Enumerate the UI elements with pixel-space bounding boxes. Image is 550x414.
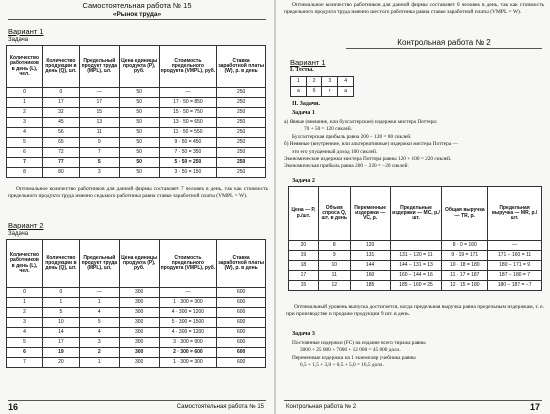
table-row xyxy=(7,108,266,118)
table-cell: 50 xyxy=(119,128,159,138)
table-cell: 144 xyxy=(350,261,390,271)
column-header: Цена единицы продукта (P), руб. xyxy=(119,240,159,288)
table-cell: 300 xyxy=(119,298,159,308)
table-cell: 4 · 300 = 1200 xyxy=(159,328,217,338)
table-cell: 65 xyxy=(42,138,79,148)
table-row xyxy=(7,338,266,348)
table-cell: 160 xyxy=(350,271,390,281)
task3-label: Задача 3 xyxy=(292,331,315,337)
table-cell: 4 xyxy=(7,328,43,338)
column-header: Ставка заработной платы (W), р. в день xyxy=(217,240,266,288)
table-cell: 14 xyxy=(42,328,79,338)
table-cell: 15 · 50 = 750 xyxy=(159,108,217,118)
table-cell: 11 · 50 = 550 xyxy=(159,128,217,138)
table-cell: 6 xyxy=(7,348,43,358)
table-row xyxy=(7,328,266,338)
variant-2-table xyxy=(6,239,266,368)
test-answer-cell: а xyxy=(291,87,307,97)
text-line: б) Неявные (внутренние, или альтернативные) издержки мистера Поттера — xyxy=(284,141,458,148)
table-cell: 300 xyxy=(119,308,159,318)
column-header: Предельный продукт труда (MPL), шт. xyxy=(79,46,119,88)
table-cell: 3 xyxy=(7,118,43,128)
text-line: Бухгалтерская прибыль равна 200 − 120 = 80 сиклей. xyxy=(292,133,412,140)
column-header: Ставка заработной платы (W), р. в день xyxy=(217,46,266,88)
table-row xyxy=(7,358,266,368)
table-cell: 17 · 50 = 850 xyxy=(159,98,217,108)
table-row xyxy=(7,88,266,98)
table-cell: 600 xyxy=(217,328,266,338)
table-cell: 56 xyxy=(42,128,79,138)
column-header: Стоимость предельного продукта (VMPL), руб. xyxy=(159,240,217,288)
column-header: Предельный продукт труда (MPL), шт. xyxy=(79,240,119,288)
table-cell: 1 xyxy=(79,298,119,308)
table-cell: 600 xyxy=(217,358,266,368)
table-cell: 17 xyxy=(79,98,119,108)
table-cell: 50 xyxy=(119,88,159,98)
table-cell: 17 xyxy=(289,271,319,281)
table-cell: 1 · 300 = 300 xyxy=(159,358,217,368)
table-row xyxy=(289,281,542,291)
table-cell: 20 xyxy=(289,241,319,251)
table-cell: 1 xyxy=(7,98,43,108)
variant-2-heading: Вариант 2 xyxy=(8,221,44,230)
test-number-cell: 1 xyxy=(291,77,307,87)
table-cell: 120 xyxy=(350,241,390,251)
tests-answer-table xyxy=(290,76,354,97)
page-number-right: 17 xyxy=(529,402,540,412)
table-cell: 77 xyxy=(42,158,79,168)
table-cell: 187 − 180 = 7 xyxy=(488,271,542,281)
table-cell: 8 xyxy=(318,241,350,251)
table-cell: 72 xyxy=(42,148,79,158)
column-header: Количество работников в день (L), чел. xyxy=(7,240,43,288)
table-cell: 1 · 300 = 300 xyxy=(159,298,217,308)
table-cell: 4 xyxy=(7,128,43,138)
left-header xyxy=(8,2,266,20)
column-header: Количество продукции в день (Q), шт. xyxy=(42,46,79,88)
page-number-left: 16 xyxy=(8,402,19,412)
variant-1-table xyxy=(6,45,266,178)
table-cell: 10 · 18 = 180 xyxy=(442,261,488,271)
text-line: 3000 + 25 000 + 7000 + 12 000 = 45 000 долл. xyxy=(300,347,401,354)
table-cell: 250 xyxy=(217,108,266,118)
table-cell: 2 xyxy=(79,348,119,358)
table-cell: 3 · 300 = 900 xyxy=(159,338,217,348)
table-row xyxy=(7,98,266,108)
table-row xyxy=(289,251,542,261)
task2-conclusion: Оптимальный уровень выпуска достигается, когда предельная выручка равна предельным издержкам, т. е. при производстве и продаже продукции 9 шт. в день. xyxy=(286,304,544,318)
variant-heading: Вариант 1 xyxy=(290,58,326,67)
table-cell: 17 xyxy=(42,98,79,108)
table-cell: 7 · 50 = 350 xyxy=(159,148,217,158)
table-cell: 1 xyxy=(42,298,79,308)
table-cell: 45 xyxy=(42,118,79,128)
task-label-v2: Задача xyxy=(8,231,29,237)
right-page xyxy=(276,0,550,414)
table-cell: 600 xyxy=(217,318,266,328)
table-cell: 300 xyxy=(119,358,159,368)
table-cell: 9 · 19 = 171 xyxy=(442,251,488,261)
table-cell: 19 xyxy=(289,251,319,261)
text-line: Экономическая прибыль равна 200 − 220 = −20 сиклей. xyxy=(284,163,409,170)
table-cell: 12 · 15 = 180 xyxy=(442,281,488,291)
test-answer-cell: б xyxy=(306,87,322,97)
table-row xyxy=(289,271,542,281)
table-cell: 300 xyxy=(119,318,159,328)
table-cell: 19 xyxy=(42,348,79,358)
table-cell: — xyxy=(79,288,119,298)
table-cell: 50 xyxy=(119,118,159,128)
table-cell: 160 − 144 = 16 xyxy=(390,271,442,281)
column-header: Предельные издержки — MC, р./шт. xyxy=(390,187,442,241)
table-cell: 5 xyxy=(79,158,119,168)
table-cell: 600 xyxy=(217,348,266,358)
task1-label: Задача 1 xyxy=(292,110,315,116)
table-cell: 4 · 300 = 1200 xyxy=(159,308,217,318)
table-cell: 32 xyxy=(42,108,79,118)
table-cell: 0 xyxy=(7,88,43,98)
table-cell: 8 xyxy=(7,168,43,178)
table-cell: 2 xyxy=(7,308,43,318)
control-work-title: Контрольная работа № 2 xyxy=(346,38,542,49)
table-cell: — xyxy=(79,88,119,98)
table-cell: 3 xyxy=(7,318,43,328)
table-row xyxy=(7,158,266,168)
table-row xyxy=(7,318,266,328)
text-line: Постоянные издержки (FC) на издание всего тиража равны xyxy=(292,340,426,346)
footer-left: Самостоятельная работа № 15 xyxy=(176,404,264,410)
table-cell: 18 xyxy=(289,261,319,271)
table-cell: 7 xyxy=(7,158,43,168)
table-cell: — xyxy=(488,241,542,251)
table-cell: 5 xyxy=(7,138,43,148)
table-cell: 144 − 131 = 13 xyxy=(390,261,442,271)
table-row xyxy=(7,138,266,148)
table-cell: 250 xyxy=(217,158,266,168)
table-cell: 300 xyxy=(119,328,159,338)
header-title: Самостоятельная работа № 15 xyxy=(82,1,192,10)
table-cell: 3 xyxy=(79,168,119,178)
table-cell: 0 xyxy=(7,288,43,298)
table-cell: 2 xyxy=(7,108,43,118)
table-cell: 7 xyxy=(79,148,119,158)
task2-label: Задача 2 xyxy=(292,178,315,184)
table-cell: 4 xyxy=(79,328,119,338)
test-number-cell: 2 xyxy=(306,77,322,87)
task-label-v1: Задача xyxy=(8,37,29,43)
table-cell: 50 xyxy=(119,148,159,158)
table-cell: 300 xyxy=(119,288,159,298)
table-cell: — xyxy=(159,88,217,98)
table-row xyxy=(7,148,266,158)
table-cell xyxy=(390,241,442,251)
table-cell: 180 − 187 = −7 xyxy=(488,281,542,291)
table-cell: 250 xyxy=(217,168,266,178)
table-cell: 15 xyxy=(289,281,319,291)
table-cell: 300 xyxy=(119,338,159,348)
table-cell: 50 xyxy=(119,158,159,168)
column-header: Цена единицы продукта (P), руб. xyxy=(119,46,159,88)
table-cell: 10 xyxy=(318,261,350,271)
table-cell: 4 xyxy=(79,308,119,318)
table-cell: 5 xyxy=(42,308,79,318)
table-cell: 11 · 17 = 187 xyxy=(442,271,488,281)
table-cell: 50 xyxy=(119,108,159,118)
table-row xyxy=(7,128,266,138)
table-cell: 300 xyxy=(119,348,159,358)
table-row xyxy=(7,348,266,358)
table-cell: 12 xyxy=(318,281,350,291)
table-cell: — xyxy=(159,288,217,298)
table-cell: 80 xyxy=(42,168,79,178)
test-number-cell: 3 xyxy=(322,77,338,87)
table-cell: 50 xyxy=(119,168,159,178)
table-row xyxy=(7,168,266,178)
table-cell: 600 xyxy=(217,338,266,348)
task2-table xyxy=(288,186,542,291)
table-cell: 0 xyxy=(42,288,79,298)
table-cell: 180 − 171 = 9 xyxy=(488,261,542,271)
text-line: 6,5 + 1,5 + 3,0 + 0,5 + 5,0 = 16,5 долл. xyxy=(300,362,384,369)
column-header: Общая выручка — TR, р. xyxy=(442,187,488,241)
table-cell: 50 xyxy=(119,98,159,108)
table-row xyxy=(7,308,266,318)
table-row xyxy=(7,298,266,308)
text-line: это его упущенный доход 100 сиклей. xyxy=(292,148,378,155)
variant-1-heading: Вариант 1 xyxy=(8,27,44,36)
text-line: 70 + 50 = 120 сиклей. xyxy=(304,126,353,133)
table-cell: 5 · 50 = 250 xyxy=(159,158,217,168)
table-cell: 131 − 120 = 11 xyxy=(390,251,442,261)
tasks-label: II. Задачи. xyxy=(292,101,320,107)
column-header: Стоимость предельного продукта (VMPL), руб. xyxy=(159,46,217,88)
table-cell: 11 xyxy=(318,271,350,281)
table-cell: 9 xyxy=(79,138,119,148)
table-cell: 17 xyxy=(42,338,79,348)
table-cell: 50 xyxy=(119,138,159,148)
table-cell: 10 xyxy=(42,318,79,328)
test-number-cell: 4 xyxy=(338,77,354,87)
table-cell: 171 − 160 = 11 xyxy=(488,251,542,261)
table-cell: 7 xyxy=(7,358,43,368)
footer-right: Контрольная работа № 2 xyxy=(286,404,357,410)
table-cell: 15 xyxy=(79,108,119,118)
text-line: Переменные издержки на 1 экземпляр учебника равны xyxy=(292,354,416,361)
test-answer-cell: г xyxy=(322,87,338,97)
table-cell: 6 xyxy=(7,148,43,158)
column-header: Количество работников в день (L), чел. xyxy=(7,46,43,88)
table-cell: 13 xyxy=(79,118,119,128)
table-cell: 5 xyxy=(7,338,43,348)
table-cell: 11 xyxy=(79,128,119,138)
paragraph-top: Оптимальное количество работников для данной фирмы составляет 6 человек в день, так как стоимость предельного продукта труда именно шестого работника равна ставке заработной платы (VMPL = W). xyxy=(284,2,544,16)
table-row xyxy=(7,288,266,298)
table-cell: 250 xyxy=(217,118,266,128)
table-cell: 250 xyxy=(217,128,266,138)
test-answer-cell: а xyxy=(338,87,354,97)
left-page xyxy=(0,0,274,414)
table-row xyxy=(289,261,542,271)
table-cell: 5 xyxy=(79,318,119,328)
table-cell: 600 xyxy=(217,298,266,308)
table-cell: 1 xyxy=(79,358,119,368)
table-cell: 600 xyxy=(217,288,266,298)
column-header: Объем спроса Q, шт. в день xyxy=(318,187,350,241)
table-cell: 185 − 160 = 25 xyxy=(390,281,442,291)
header-subtitle: «Рынок труда» xyxy=(112,10,162,18)
table-cell: 131 xyxy=(350,251,390,261)
column-header: Цена — P, р./шт. xyxy=(289,187,319,241)
table-cell: 1 xyxy=(7,298,43,308)
text-line: Экономические издержки мистера Поттера равны 120 + 100 = 220 сиклей. xyxy=(284,156,452,162)
table-cell: 9 xyxy=(318,251,350,261)
column-header: Переменные издержки — VC, р. xyxy=(350,187,390,241)
tests-label: I. Тесты. xyxy=(290,67,314,73)
table-cell: 3 · 50 = 150 xyxy=(159,168,217,178)
table-cell: 250 xyxy=(217,98,266,108)
table-cell: 3 xyxy=(79,338,119,348)
table-cell: 8 · 0 = 160 xyxy=(442,241,488,251)
table-cell: 250 xyxy=(217,138,266,148)
table-row xyxy=(7,118,266,128)
table-cell: 13 · 50 = 650 xyxy=(159,118,217,128)
table-cell: 5 · 300 = 1500 xyxy=(159,318,217,328)
table-cell: 250 xyxy=(217,148,266,158)
table-cell: 250 xyxy=(217,88,266,98)
table-cell: 9 · 50 = 450 xyxy=(159,138,217,148)
table-cell: 600 xyxy=(217,308,266,318)
table-row xyxy=(289,241,542,251)
column-header: Количество продукции в день (Q), шт. xyxy=(42,240,79,288)
column-header: Предельная выручка — MR, р./шт. xyxy=(488,187,542,241)
paragraph-v1-conclusion: Оптимальное количество работников для данной фирмы составляет 7 человек в день, так как стоимость предельного продукта труда именно седьмого работника равна ставке заработной платы (VMPL = W). xyxy=(8,186,268,200)
table-cell: 2 · 300 = 600 xyxy=(159,348,217,358)
table-cell: 20 xyxy=(42,358,79,368)
text-line: а) Явные (внешние, или бухгалтерские) издержки мистера Поттера: xyxy=(284,119,438,125)
table-cell: 185 xyxy=(350,281,390,291)
table-cell: 0 xyxy=(42,88,79,98)
